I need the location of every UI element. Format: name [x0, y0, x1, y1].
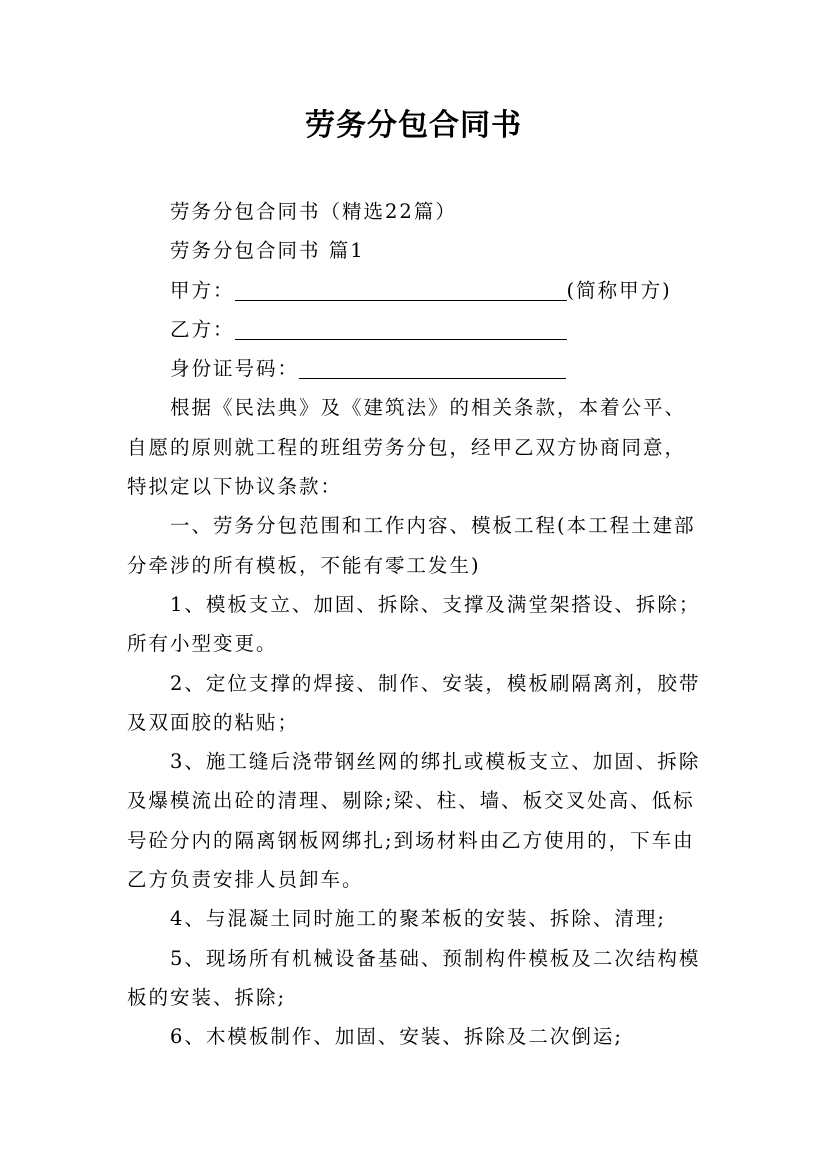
party-a-label: 甲方：: [170, 278, 235, 302]
id-number-line: [127, 349, 707, 388]
document-body: [127, 192, 707, 1057]
preamble-paragraph: 根据《民法典》及《建筑法》的相关条款，本着公平、自愿的原则就工程的班组劳务分包，经甲乙双方协商同意，特拟定以下协议条款：: [127, 396, 687, 499]
party-a-suffix: (简称甲方): [566, 278, 672, 302]
id-number-blank: [299, 356, 566, 379]
section-heading: 劳务分包合同书 篇1: [170, 239, 365, 263]
clause-1-paragraph: 一、劳务分包范围和工作内容、模板工程(本工程土建部分牵涉的所有模板，不能有零工发生): [127, 514, 696, 577]
item-6-paragraph: 6、木模板制作、加固、安装、拆除及二次倒运;: [170, 1025, 623, 1049]
document-title: 劳务分包合同书: [305, 108, 522, 143]
item-5-paragraph: 5、现场所有机械设备基础、预制构件模板及二次结构模板的安装、拆除;: [127, 946, 701, 1009]
party-b-blank: [235, 317, 567, 340]
id-label: 身份证号码：: [170, 357, 300, 381]
item-3-paragraph: 3、施工缝后浇带钢丝网的绑扎或模板支立、加固、拆除及爆模流出砼的清理、剔除;梁、柱、墙、板交叉处高、低标号砼分内的隔离钢板网绑扎;到场材料由乙方使用的，下车由乙方负责安排人员卸车。: [127, 750, 701, 892]
party-b-label: 乙方：: [170, 317, 235, 341]
item-4-paragraph: 4、与混凝土同时施工的聚苯板的安装、拆除、清理;: [170, 907, 666, 931]
party-b-line: [127, 310, 707, 349]
document-subtitle: 劳务分包合同书（精选22篇）: [170, 200, 457, 223]
item-2-paragraph: 2、定位支撑的焊接、制作、安装，模板刷隔离剂，胶带及双面胶的粘贴；: [127, 671, 701, 734]
item-1-paragraph: 1、模板支立、加固、拆除、支撑及满堂架搭设、拆除；所有小型变更。: [127, 592, 701, 656]
party-a-line: [127, 271, 707, 310]
party-a-blank: [235, 278, 567, 301]
